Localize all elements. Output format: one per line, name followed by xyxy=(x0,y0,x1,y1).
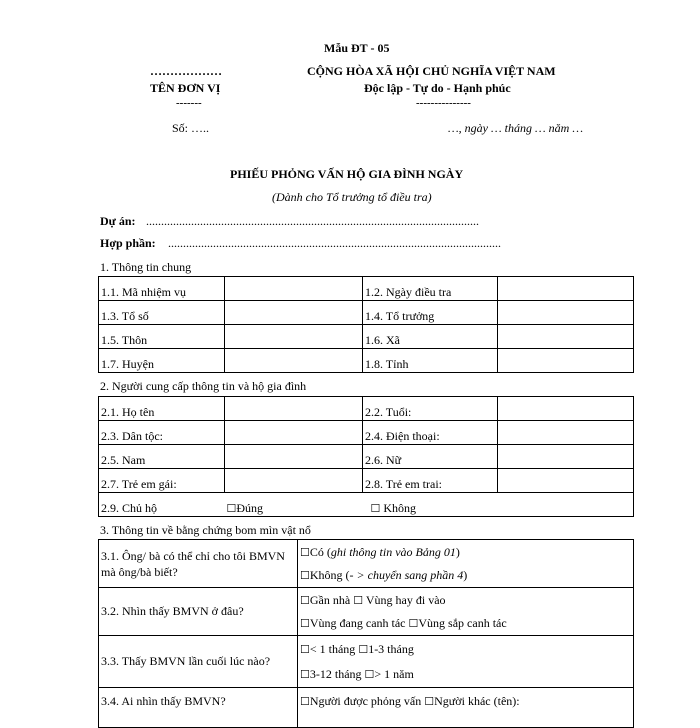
table-row xyxy=(99,688,634,728)
table-row xyxy=(99,636,634,688)
field-label: 2.9. Chủ hộ xyxy=(99,493,225,517)
table-row xyxy=(99,325,634,349)
field-label: 2.1. Họ tên xyxy=(99,397,225,421)
document-number: Số: ….. xyxy=(172,121,210,135)
checkbox-icon[interactable]: ☐ xyxy=(300,546,310,559)
question-label: 3.4. Ai nhìn thấy BMVN? xyxy=(99,688,298,728)
unit-label: TÊN ĐƠN VỊ xyxy=(150,81,221,95)
field-label: 1.5. Thôn xyxy=(99,325,225,349)
field-value[interactable] xyxy=(498,349,634,373)
option-note: ghi thông tin vào Bảng 01 xyxy=(330,544,456,559)
page-title: PHIẾU PHỎNG VẤN HỘ GIA ĐÌNH NGÀY xyxy=(230,167,464,181)
field-value[interactable] xyxy=(498,469,634,493)
section2-heading: 2. Người cung cấp thông tin và hộ gia đình xyxy=(100,379,307,393)
component-dots: ............................................................................................................... xyxy=(168,236,501,250)
field-value[interactable] xyxy=(225,349,363,373)
field-value[interactable] xyxy=(225,397,363,421)
option-label: 1-3 tháng xyxy=(368,641,414,656)
table-row xyxy=(99,277,634,301)
field-value[interactable] xyxy=(498,445,634,469)
field-value[interactable] xyxy=(225,445,363,469)
field-value[interactable] xyxy=(225,421,363,445)
field-label: 2.8. Trẻ em trai: xyxy=(363,469,498,493)
field-label: 2.3. Dân tộc: xyxy=(99,421,225,445)
table-row xyxy=(99,421,634,445)
option-label: > 1 năm xyxy=(374,666,414,681)
checkbox-icon[interactable]: ☐ xyxy=(370,503,381,515)
checkbox-icon[interactable]: ☐ xyxy=(353,594,364,607)
form-code: Mẫu ĐT - 05 xyxy=(324,41,390,55)
option-label: Không ( xyxy=(309,567,350,582)
option-row[interactable] xyxy=(300,541,631,564)
table-row xyxy=(99,469,634,493)
unit-dots: ……………… xyxy=(150,64,222,78)
option-label: Đúng xyxy=(236,501,264,515)
option-label: Vùng hay đi vào xyxy=(365,592,446,607)
option-label: Người khác (tên): xyxy=(434,694,520,708)
head-yes-option[interactable] xyxy=(225,493,363,517)
general-info-table xyxy=(98,276,634,373)
checkbox-icon[interactable]: ☐ xyxy=(300,643,310,656)
option-row xyxy=(300,589,631,612)
option-label: Vùng sắp canh tác xyxy=(418,615,507,630)
question-label: 3.3. Thấy BMVN lần cuối lúc nào? xyxy=(99,636,298,688)
republic-title: CỘNG HÒA XÃ HỘI CHỦ NGHĨA VIỆT NAM xyxy=(307,64,556,78)
project-dots: ............................................................................................................... xyxy=(146,214,479,228)
field-label: 2.6. Nữ xyxy=(363,445,498,469)
question-label: 3.2. Nhìn thấy BMVN ở đâu? xyxy=(99,588,298,636)
field-label: 1.4. Tổ trưởng xyxy=(363,301,498,325)
component-label: Hợp phần: xyxy=(100,236,156,250)
table-row xyxy=(99,493,634,517)
motto: Độc lập - Tự do - Hạnh phúc xyxy=(364,81,511,95)
field-value[interactable] xyxy=(225,301,363,325)
field-label: 2.5. Nam xyxy=(99,445,225,469)
project-label: Dự án: xyxy=(100,214,136,228)
option-paren: ) xyxy=(455,544,460,559)
table-row xyxy=(99,588,634,636)
field-label: 1.7. Huyện xyxy=(99,349,225,373)
table-row xyxy=(99,445,634,469)
field-value[interactable] xyxy=(225,277,363,301)
answer-options xyxy=(298,636,634,688)
option-row xyxy=(300,694,631,709)
option-label: Người được phỏng vấn xyxy=(309,694,422,708)
option-label: Có ( xyxy=(309,544,331,559)
checkbox-icon[interactable]: ☐ xyxy=(408,617,419,630)
checkbox-icon[interactable]: ☐ xyxy=(300,668,310,681)
field-label: 2.4. Điện thoại: xyxy=(363,421,498,445)
field-value[interactable] xyxy=(498,301,634,325)
answer-options xyxy=(298,688,634,728)
checkbox-icon[interactable]: ☐ xyxy=(358,643,369,656)
option-label: Không xyxy=(383,501,417,515)
table-row xyxy=(99,540,634,588)
checkbox-icon[interactable]: ☐ xyxy=(300,617,310,630)
checkbox-icon[interactable]: ☐ xyxy=(300,569,310,582)
field-label: 1.6. Xã xyxy=(363,325,498,349)
option-label: Gần nhà xyxy=(309,592,351,607)
answer-options xyxy=(298,588,634,636)
table-row xyxy=(99,301,634,325)
field-value[interactable] xyxy=(498,325,634,349)
section1-heading: 1. Thông tin chung xyxy=(100,260,192,274)
empty-cell xyxy=(498,493,634,517)
section3-heading: 3. Thông tin về bằng chứng bom mìn vật nổ xyxy=(100,523,311,537)
field-label: 1.1. Mã nhiệm vụ xyxy=(99,277,225,301)
field-label: 1.8. Tỉnh xyxy=(363,349,498,373)
checkbox-icon[interactable]: ☐ xyxy=(424,696,435,708)
head-no-option[interactable] xyxy=(363,493,498,517)
field-value[interactable] xyxy=(498,277,634,301)
table-row xyxy=(99,349,634,373)
field-value[interactable] xyxy=(498,421,634,445)
field-label: 1.2. Ngày điều tra xyxy=(363,277,498,301)
date-line: …, ngày … tháng … năm … xyxy=(448,121,584,135)
option-row xyxy=(300,662,631,687)
option-row[interactable] xyxy=(300,564,631,587)
motto-dash: --------------- xyxy=(416,97,471,109)
option-label: Vùng đang canh tác xyxy=(309,615,406,630)
checkbox-icon[interactable]: ☐ xyxy=(226,503,237,515)
checkbox-icon[interactable]: ☐ xyxy=(364,668,375,681)
unit-dash: ------- xyxy=(176,97,202,109)
field-value[interactable] xyxy=(225,325,363,349)
table-row xyxy=(99,397,634,421)
option-label: < 1 tháng xyxy=(309,641,356,656)
field-value[interactable] xyxy=(498,397,634,421)
option-paren: ) xyxy=(463,567,468,582)
option-label: 3-12 tháng xyxy=(309,666,362,681)
option-note: - > chuyển sang phần 4 xyxy=(349,567,464,582)
option-row xyxy=(300,612,631,635)
checkbox-icon[interactable]: ☐ xyxy=(300,594,310,607)
field-label: 1.3. Tổ số xyxy=(99,301,225,325)
page-subtitle: (Dành cho Tổ trưởng tổ điều tra) xyxy=(272,190,432,204)
answer-options xyxy=(298,540,634,588)
checkbox-icon[interactable]: ☐ xyxy=(300,696,310,708)
option-row xyxy=(300,637,631,662)
field-value[interactable] xyxy=(225,469,363,493)
field-label: 2.2. Tuổi: xyxy=(363,397,498,421)
household-table xyxy=(98,396,634,517)
question-label: 3.1. Ông/ bà có thể chỉ cho tôi BMVN mà ông/bà biết? xyxy=(99,540,298,588)
field-label: 2.7. Trẻ em gái: xyxy=(99,469,225,493)
